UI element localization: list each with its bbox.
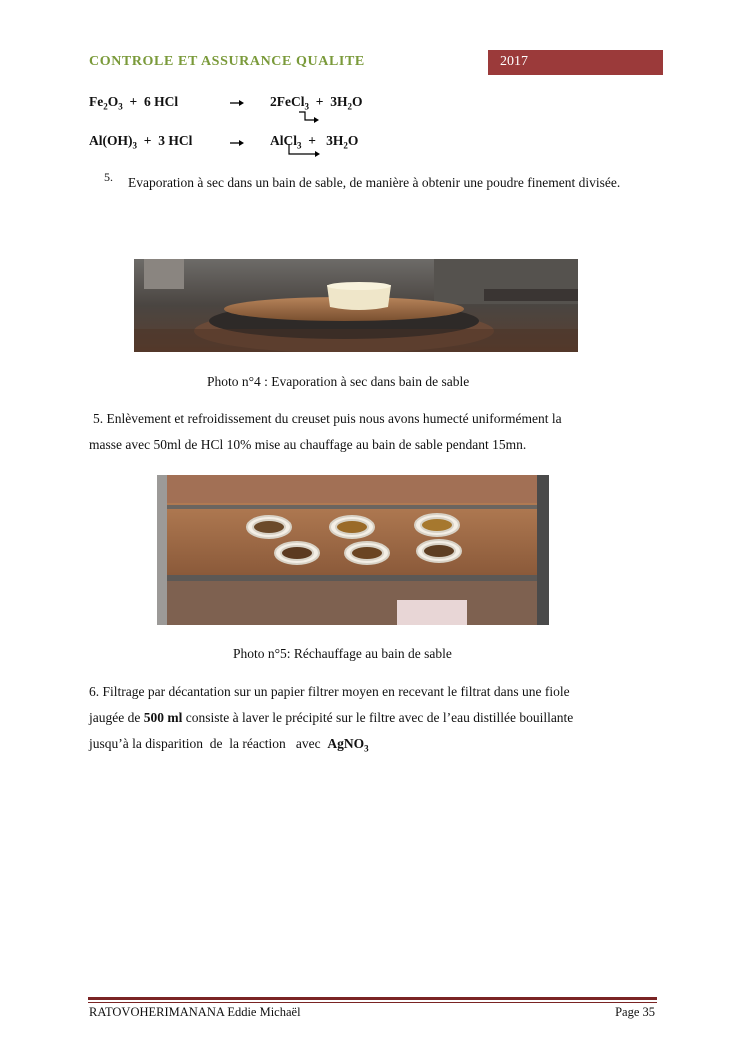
paragraph-step-5: [89, 406, 649, 458]
paragraph-step-6: [89, 679, 649, 762]
paragraph-line: jaugée de 500 ml consiste à laver le précipité sur le filtre avec de l’eau distillée bouillante: [89, 710, 574, 725]
footer-page-number: Page 35: [615, 1005, 655, 1019]
paragraph-line: 5. Enlèvement et refroidissement du creuset puis nous avons humecté uniformément la: [93, 411, 562, 426]
crucibles-image: [157, 475, 549, 625]
reagent-formula: AgNO$_3$: [327, 736, 369, 754]
list-text: Evaporation à sec dans un bain de sable, de manière à obtenir une poudre finement divisée.: [128, 175, 621, 190]
header-year: 2017: [488, 50, 663, 75]
footer-rule: [88, 997, 657, 1000]
photo-evaporation-sand-bath: [134, 259, 578, 352]
equation-2-products: AlCl$_3$ + $3H_2O$: [270, 133, 359, 151]
equation-1-products: 2FeCl$_3$ + $3H_2O$: [270, 94, 363, 112]
footer-rule-thin: [88, 1002, 657, 1003]
volume-emphasis: 500 ml: [143, 710, 183, 725]
paragraph-line: jusqu’à la disparition de la réaction avec AgNO$_3$: [89, 736, 369, 754]
photo-reheating-sand-bath: [157, 475, 549, 625]
footer-author: RATOVOHERIMANANA Eddie Michaël: [89, 1005, 301, 1019]
precipitate-arrow-icon: [298, 111, 320, 125]
equation-1-reactants: $Fe_2O_3 + 6$ HCl: [89, 94, 179, 112]
paragraph-line: masse avec 50ml de HCl 10% mise au chauffage au bain de sable pendant 15mn.: [89, 437, 527, 452]
list-number: 5.: [104, 170, 113, 184]
equation-2-reactants: $Al(OH)_3 + 3$ HCl: [89, 133, 193, 151]
photo-5-caption: Photo n°5: Réchauffage au bain de sable: [233, 646, 452, 661]
reaction-arrow-icon: [230, 98, 244, 108]
sand-bath-image: [134, 259, 578, 352]
reaction-arrow-icon: [230, 138, 244, 148]
paragraph-line: 6. Filtrage par décantation sur un papier filtrer moyen en recevant le filtrat dans une fiole: [89, 684, 570, 699]
precipitate-arrow-icon: [288, 143, 322, 159]
header-title: CONTROLE ET ASSURANCE QUALITE: [89, 54, 365, 69]
photo-4-caption: Photo n°4 : Evaporation à sec dans bain de sable: [207, 374, 470, 389]
